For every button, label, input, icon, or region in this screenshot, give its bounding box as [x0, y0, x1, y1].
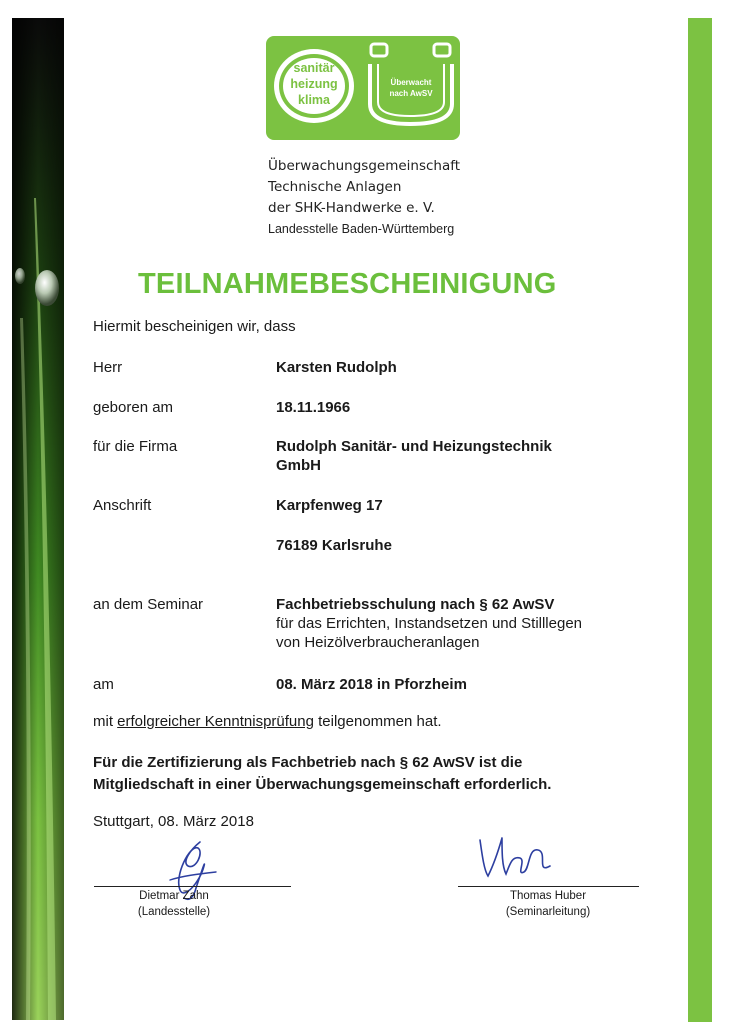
anschrift-value-1: Karpfenweg 17 [276, 497, 383, 514]
signature-role-right: (Seminarleitung) [505, 906, 591, 918]
am-label: am [93, 676, 114, 693]
logo-text-4: Überwacht [390, 78, 432, 87]
shk-ueberwachung-logo [266, 36, 460, 140]
herr-label: Herr [93, 359, 123, 376]
signature-role-left: (Landesstelle) [137, 906, 211, 918]
result-prefix: mit [93, 713, 118, 730]
result-highlight: erfolgreicher Kenntnisprüfung [117, 713, 314, 730]
seminar-value-1: Fachbetriebsschulung nach § 62 AwSV [276, 596, 555, 613]
org-line-3: der SHK-Handwerke e. V. [268, 200, 435, 216]
certification-note [93, 752, 551, 796]
signature-name-right: Thomas Huber [509, 890, 587, 902]
logo-text-1: sanitär [293, 61, 335, 75]
org-line-4: Landesstelle Baden-Württemberg [268, 222, 455, 236]
seminar-value-3: von Heizölverbraucheranlagen [276, 634, 480, 651]
note-line-1: Für die Zertifizierung als Fachbetrieb nach § 62 AwSV ist die [93, 754, 523, 771]
org-line-2: Technische Anlagen [268, 179, 402, 195]
organization-block [268, 156, 460, 240]
grass-blade-decoration [12, 18, 64, 1020]
intro-text: Hiermit bescheinigen wir, dass [93, 318, 296, 335]
signature-right [476, 830, 556, 882]
geboren-value: 18.11.1966 [276, 399, 351, 416]
am-value: 08. März 2018 in Pforzheim [276, 676, 467, 693]
firma-label: für die Firma [93, 438, 178, 455]
herr-value: Karsten Rudolph [276, 359, 397, 376]
geboren-label: geboren am [93, 399, 174, 416]
signature-line-left [94, 886, 291, 887]
signature-name-left: Dietmar Zahn [139, 890, 209, 902]
signature-line-right [458, 886, 639, 887]
org-line-1: Überwachungsgemeinschaft [268, 158, 461, 174]
anschrift-label: Anschrift [93, 497, 152, 514]
logo-text-2: heizung [290, 77, 338, 91]
result-sentence [93, 713, 442, 730]
firma-value-2: GmbH [276, 457, 321, 474]
logo-text-5: nach AwSV [389, 89, 433, 98]
firma-value-1: Rudolph Sanitär- und Heizungstechnik [276, 438, 552, 455]
logo-text-3: klima [298, 93, 330, 107]
anschrift-value-2: 76189 Karlsruhe [276, 537, 392, 554]
green-side-bar [688, 18, 712, 1022]
document-title: TEILNAHMEBESCHEINIGUNG [138, 268, 557, 300]
seminar-label: an dem Seminar [93, 596, 204, 613]
seminar-value-2: für das Errichten, Instandsetzen und Stilllegen [276, 615, 583, 632]
note-line-2: Mitgliedschaft in einer Überwachungsgemeinschaft erforderlich. [93, 776, 552, 793]
result-suffix: teilgenommen hat. [313, 713, 442, 730]
place-date: Stuttgart, 08. März 2018 [93, 813, 254, 830]
